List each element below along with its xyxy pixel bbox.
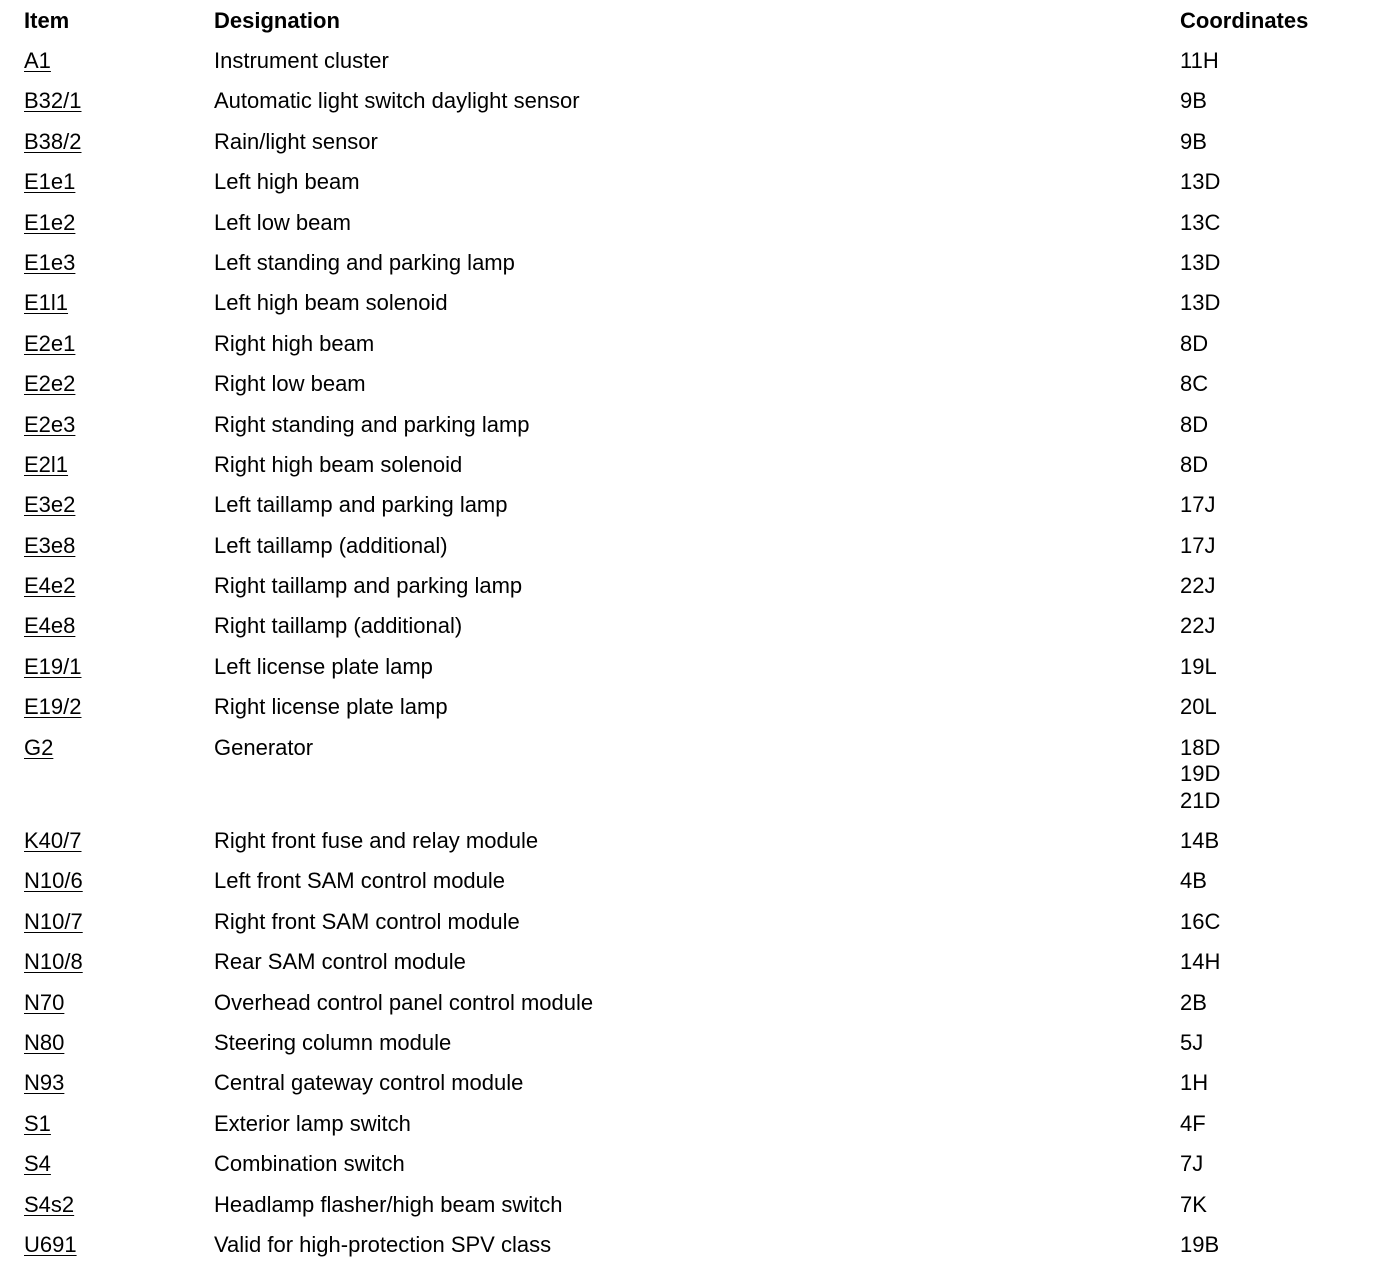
table-row: [0, 323, 1392, 363]
item-cell: [24, 909, 83, 936]
coordinate-value: 2B: [1180, 989, 1207, 1015]
item-cell: [24, 129, 82, 156]
table-row: [0, 242, 1392, 282]
coordinates-cell: [1180, 210, 1220, 237]
table-row: [0, 982, 1392, 1022]
table-row: [0, 202, 1392, 242]
coordinate-value: 22J: [1180, 573, 1216, 599]
coordinate-value: 17J: [1180, 532, 1216, 558]
item-link[interactable]: N10/7: [24, 908, 83, 934]
designation-cell: Central gateway control module: [214, 1070, 524, 1096]
coordinates-cell: [1180, 694, 1217, 721]
coordinates-cell: [1180, 371, 1208, 398]
coordinates-cell: [1180, 250, 1220, 277]
designation-cell: Left low beam: [214, 209, 351, 235]
coordinate-value: 18D: [1180, 734, 1221, 760]
designation-cell: Overhead control panel control module: [214, 989, 594, 1015]
coordinates-cell: [1180, 452, 1208, 479]
item-link[interactable]: A1: [24, 48, 51, 73]
designation-cell: Generator: [214, 734, 314, 760]
item-link[interactable]: S1: [24, 1110, 51, 1136]
item-cell: [24, 412, 75, 439]
item-link[interactable]: E3e2: [24, 492, 76, 518]
coordinate-value: 7J: [1180, 1151, 1204, 1177]
coordinate-value: 9B: [1180, 128, 1207, 154]
item-link[interactable]: E1e2: [24, 209, 76, 235]
header-coordinates: Coordinates: [1180, 8, 1309, 33]
table-row: [0, 40, 1392, 80]
item-cell: [24, 371, 75, 398]
coordinate-value: 7K: [1180, 1191, 1207, 1217]
coordinate-value: 19B: [1180, 1231, 1220, 1257]
item-cell: [24, 250, 75, 277]
coordinates-cell: [1180, 331, 1208, 358]
coordinate-value: 14H: [1180, 949, 1221, 975]
item-link[interactable]: E2e1: [24, 330, 76, 356]
item-cell: [24, 868, 83, 895]
item-cell: [24, 735, 53, 762]
item-cell: [24, 1232, 77, 1259]
item-cell: [24, 210, 75, 237]
designation-cell: Exterior lamp switch: [214, 1110, 411, 1136]
table-row: [0, 80, 1392, 120]
item-cell: [24, 573, 75, 600]
coordinates-cell: [1180, 48, 1219, 75]
table-row: [0, 1062, 1392, 1102]
table-row: [0, 1022, 1392, 1062]
coordinates-cell: [1180, 533, 1215, 560]
table-row: [0, 646, 1392, 686]
item-cell: [24, 613, 75, 640]
item-link[interactable]: E1e1: [24, 169, 76, 195]
coordinates-cell: [1180, 492, 1215, 519]
coordinate-value: 13D: [1180, 169, 1221, 195]
table-header-row: [0, 0, 1392, 40]
table-row: [0, 565, 1392, 605]
table-row: [0, 121, 1392, 161]
coordinates-cell: [1180, 1070, 1208, 1097]
item-link[interactable]: E19/2: [24, 694, 82, 720]
table-body: [0, 40, 1392, 1264]
item-link[interactable]: S4s2: [24, 1191, 75, 1217]
coordinate-value: 8D: [1180, 451, 1209, 477]
coordinates-cell: [1180, 169, 1220, 196]
coordinate-value: 14B: [1180, 828, 1220, 854]
designation-cell: Steering column module: [214, 1029, 452, 1055]
coordinates-cell: [1180, 654, 1217, 681]
item-link[interactable]: S4: [24, 1151, 51, 1177]
table-row: [0, 605, 1392, 645]
designation-cell: Right low beam: [214, 371, 366, 397]
designation-cell: Rain/light sensor: [214, 128, 378, 154]
item-cell: [24, 990, 64, 1017]
item-link[interactable]: E1l1: [24, 290, 69, 316]
designation-cell: Headlamp flasher/high beam switch: [214, 1191, 563, 1217]
table-row: [0, 363, 1392, 403]
coordinates-cell: [1180, 573, 1215, 600]
item-cell: [24, 48, 51, 75]
designation-cell: Valid for high-protection SPV class: [214, 1231, 552, 1257]
item-link[interactable]: K40/7: [24, 828, 82, 854]
item-cell: [24, 1030, 64, 1057]
item-cell: [24, 828, 82, 855]
designation-cell: Automatic light switch daylight sensor: [214, 88, 580, 114]
item-link[interactable]: B32/1: [24, 88, 82, 114]
coordinate-value: 4F: [1180, 1110, 1206, 1136]
designation-cell: Instrument cluster: [214, 48, 389, 73]
designation-cell: Right license plate lamp: [214, 694, 448, 720]
item-cell: [24, 694, 82, 721]
designation-cell: Right high beam solenoid: [214, 451, 463, 477]
table-row: [0, 820, 1392, 860]
coordinates-cell: [1180, 88, 1207, 115]
item-link[interactable]: N10/8: [24, 949, 83, 975]
coordinate-value: 13D: [1180, 249, 1221, 275]
table-row: [0, 901, 1392, 941]
designation-cell: Right standing and parking lamp: [214, 411, 530, 437]
coordinate-value: 8D: [1180, 411, 1209, 437]
designation-cell: Right front SAM control module: [214, 908, 520, 934]
coordinates-cell: [1180, 1151, 1203, 1178]
item-link[interactable]: N80: [24, 1029, 65, 1055]
coordinate-value: 8D: [1180, 330, 1209, 356]
designation-cell: Left taillamp and parking lamp: [214, 492, 508, 518]
item-cell: [24, 654, 82, 681]
coordinates-cell: [1180, 868, 1207, 895]
item-cell: [24, 88, 82, 115]
table-row: [0, 941, 1392, 981]
item-cell: [24, 452, 68, 479]
table-row: [0, 444, 1392, 484]
item-link[interactable]: U691: [24, 1231, 77, 1257]
coordinate-value: 19D: [1180, 761, 1221, 787]
coordinates-cell: [1180, 735, 1220, 815]
table-row: [0, 161, 1392, 201]
coordinate-value: 16C: [1180, 908, 1221, 934]
designation-cell: Left front SAM control module: [214, 868, 506, 894]
coordinates-cell: [1180, 1232, 1219, 1259]
coordinate-value: 5J: [1180, 1029, 1204, 1055]
coordinate-value: 22J: [1180, 613, 1216, 639]
header-designation: Designation: [214, 8, 340, 33]
designation-cell: Right taillamp (additional): [214, 613, 463, 639]
table-row: [0, 1103, 1392, 1143]
coordinate-value: 8C: [1180, 371, 1209, 397]
coordinate-value: 13C: [1180, 209, 1221, 235]
item-link[interactable]: N70: [24, 989, 65, 1015]
coordinate-value: 19L: [1180, 653, 1217, 679]
coordinates-cell: [1180, 1030, 1203, 1057]
item-cell: [24, 290, 68, 317]
item-link[interactable]: G2: [24, 734, 54, 760]
item-cell: [24, 1111, 51, 1138]
item-link[interactable]: B38/2: [24, 128, 82, 154]
coordinate-value: 17J: [1180, 492, 1216, 518]
coordinates-cell: [1180, 828, 1219, 855]
designation-cell: Left high beam solenoid: [214, 290, 448, 316]
table-row: [0, 525, 1392, 565]
item-cell: [24, 492, 75, 519]
table-row: [0, 1184, 1392, 1224]
item-link[interactable]: N10/6: [24, 868, 83, 894]
table-row: [0, 727, 1392, 820]
coordinates-cell: [1180, 990, 1207, 1017]
item-cell: [24, 169, 75, 196]
designation-cell: Left standing and parking lamp: [214, 249, 515, 275]
coordinates-cell: [1180, 129, 1207, 156]
coordinates-cell: [1180, 1192, 1207, 1219]
item-cell: [24, 1192, 74, 1219]
item-link[interactable]: N93: [24, 1070, 65, 1096]
designation-cell: Right taillamp and parking lamp: [214, 573, 523, 599]
coordinates-cell: [1180, 949, 1220, 976]
table-row: [0, 404, 1392, 444]
item-link[interactable]: E2e3: [24, 411, 76, 437]
designation-cell: Combination switch: [214, 1151, 405, 1177]
item-cell: [24, 533, 75, 560]
coordinates-cell: [1180, 613, 1215, 640]
coordinate-value: 21D: [1180, 787, 1221, 813]
coordinates-cell: [1180, 1111, 1206, 1138]
item-link[interactable]: E3e8: [24, 532, 76, 558]
item-link[interactable]: E4e2: [24, 573, 76, 599]
coordinates-cell: [1180, 909, 1220, 936]
coordinate-value: 13D: [1180, 290, 1221, 316]
coordinates-cell: [1180, 412, 1208, 439]
designation-cell: Left high beam: [214, 169, 360, 195]
designation-cell: Left taillamp (additional): [214, 532, 448, 558]
item-cell: [24, 331, 75, 358]
item-link[interactable]: E4e8: [24, 613, 76, 639]
table-row: [0, 282, 1392, 322]
designation-cell: Left license plate lamp: [214, 653, 433, 679]
table-row: [0, 484, 1392, 524]
table-row: [0, 860, 1392, 900]
coordinate-value: 20L: [1180, 694, 1217, 720]
item-cell: [24, 1070, 64, 1097]
item-link[interactable]: E1e3: [24, 249, 76, 275]
coordinate-value: 1H: [1180, 1070, 1209, 1096]
coordinate-value: 4B: [1180, 868, 1207, 894]
item-cell: [24, 949, 83, 976]
coordinate-value: 9B: [1180, 88, 1207, 114]
coordinate-value: 11H: [1180, 48, 1219, 73]
designation-cell: Right front fuse and relay module: [214, 828, 539, 854]
designation-cell: Rear SAM control module: [214, 949, 466, 975]
item-link[interactable]: E19/1: [24, 653, 82, 679]
header-item: Item: [24, 8, 70, 33]
item-link[interactable]: E2l1: [24, 451, 69, 477]
table-row: [0, 1224, 1392, 1264]
table-row: [0, 1143, 1392, 1183]
item-cell: [24, 1151, 51, 1178]
coordinates-cell: [1180, 290, 1220, 317]
item-link[interactable]: E2e2: [24, 371, 76, 397]
designation-cell: Right high beam: [214, 330, 375, 356]
table-row: [0, 686, 1392, 726]
